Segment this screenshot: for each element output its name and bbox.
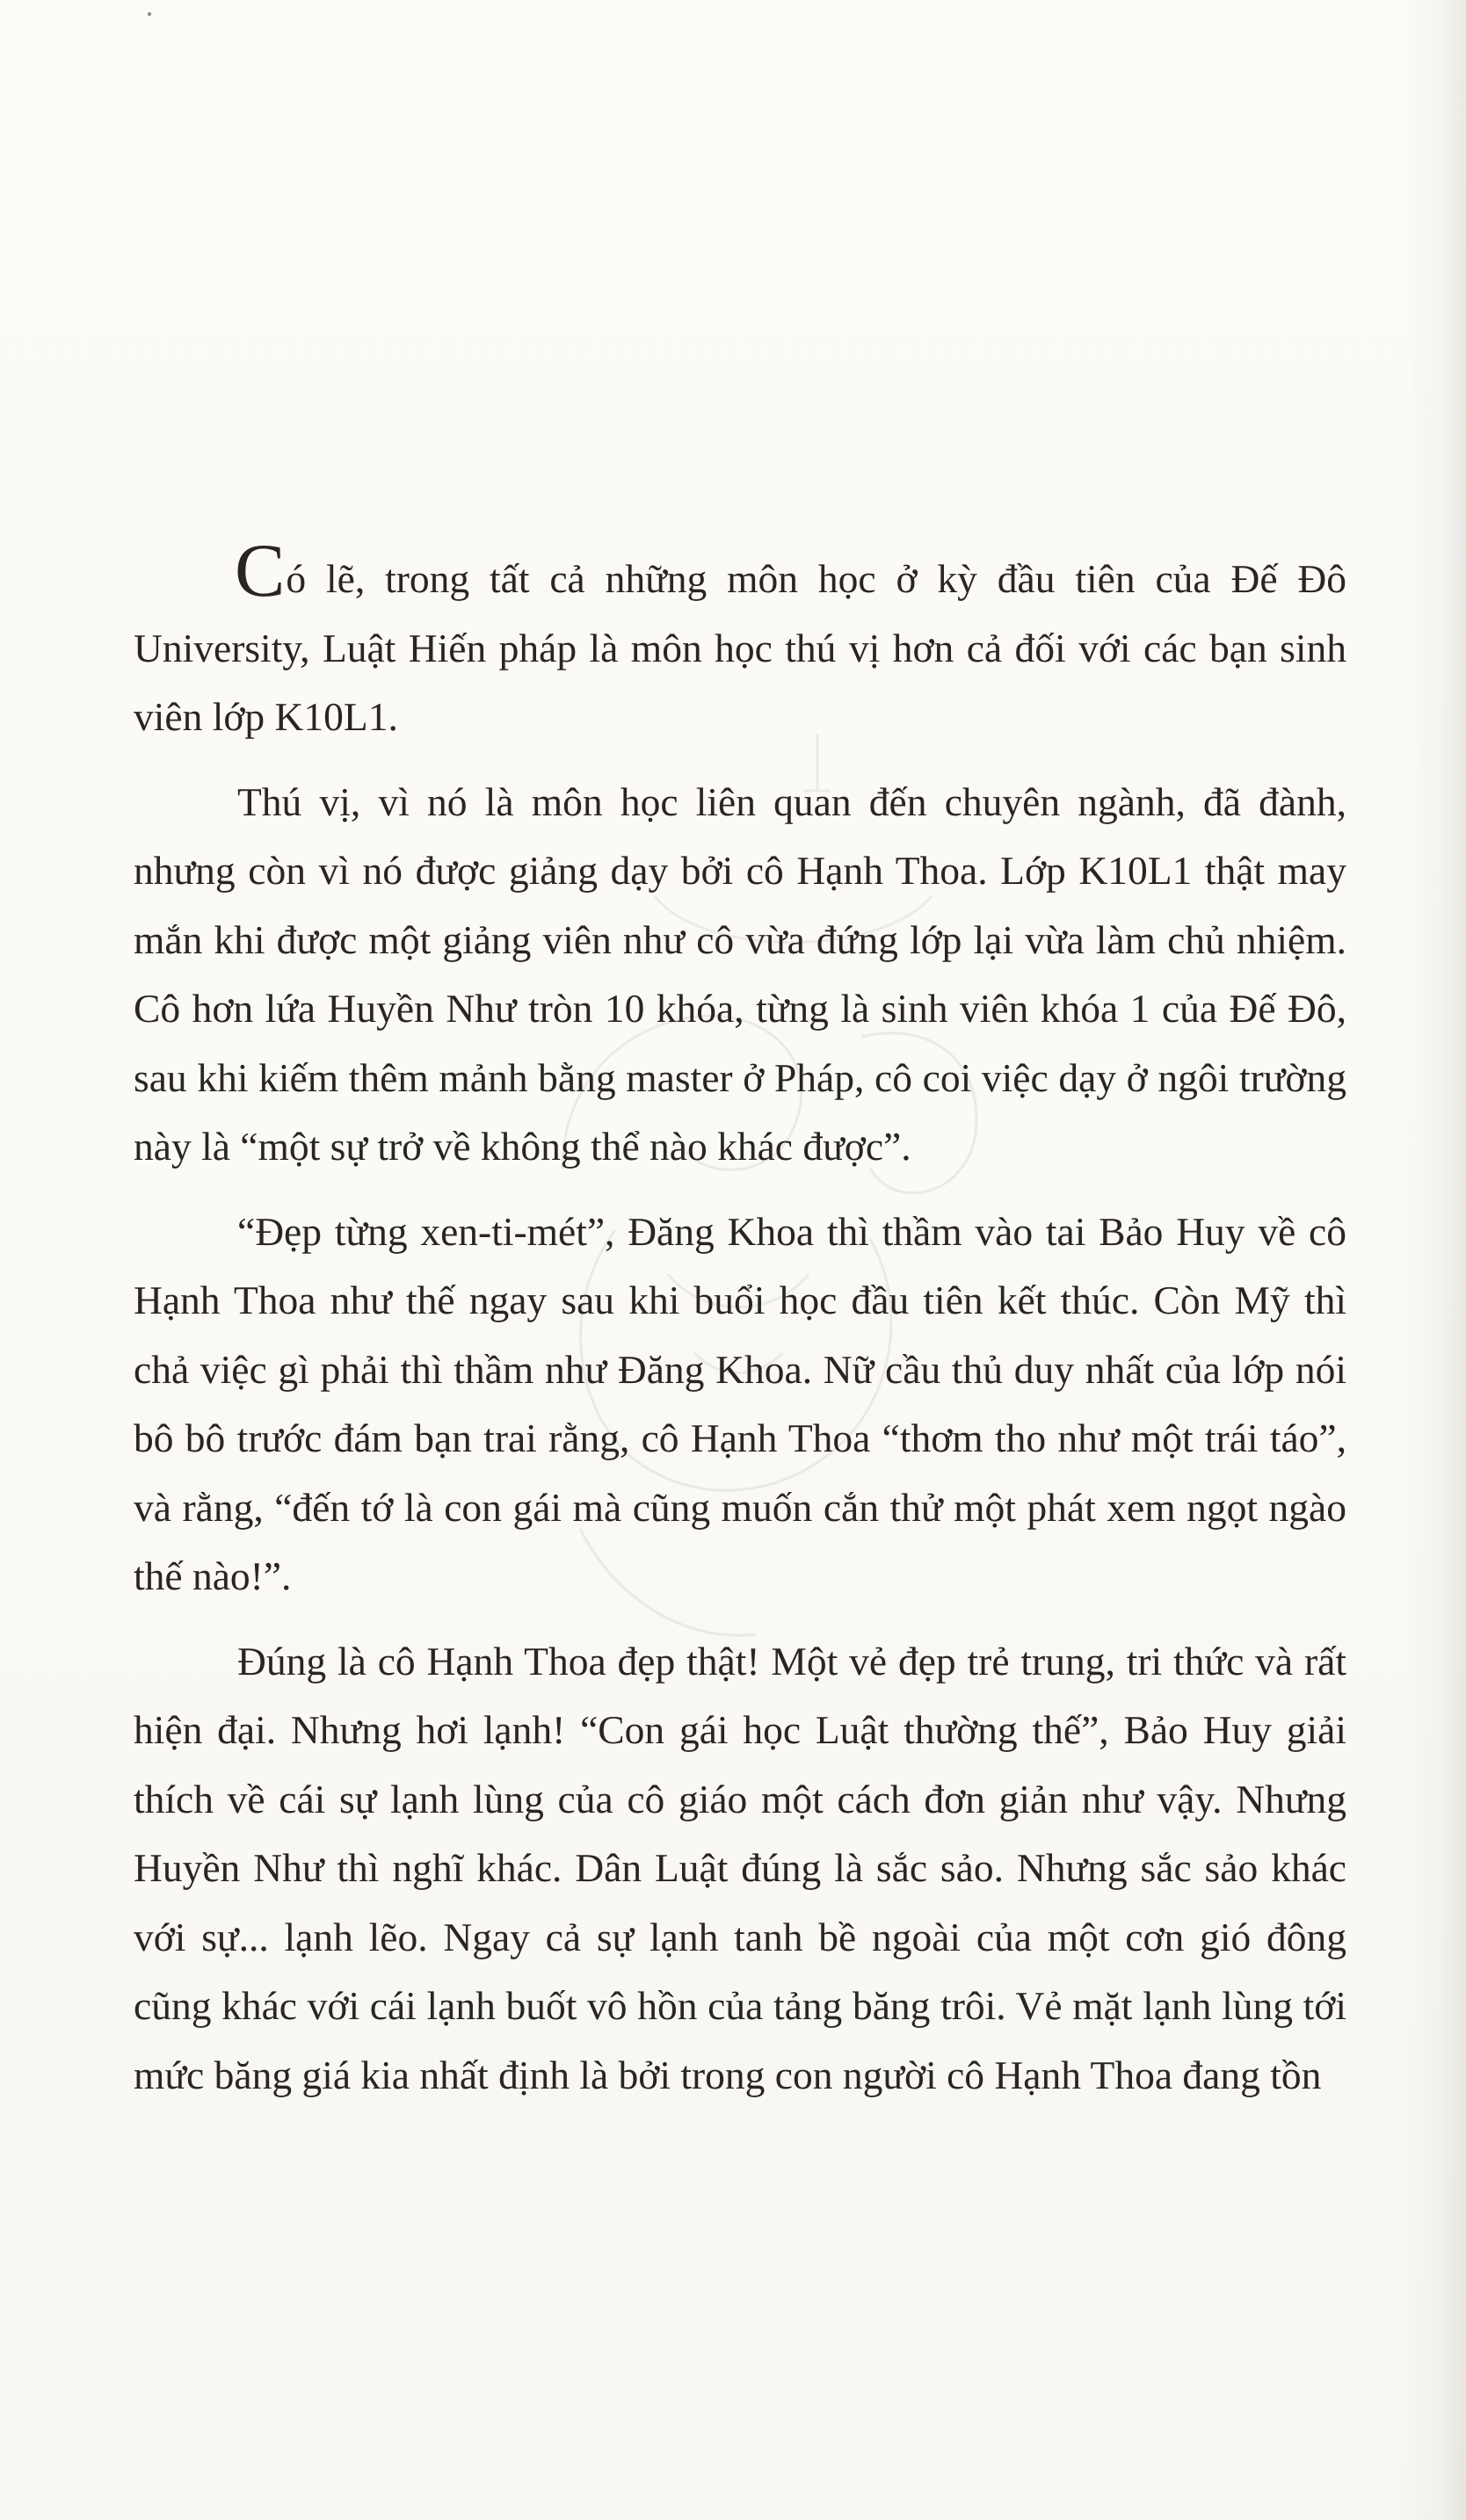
paragraph-2: Thú vị, vì nó là môn học liên quan đến chuyên ngành, đã đành, nhưng còn vì nó được giảng dạy bởi cô Hạnh Thoa. Lớp K10L1 thật may mắn khi được một giảng viên như cô vừa đứng lớp lại vừa làm chủ nhiệm. Cô hơn lứa Huyền Như tròn 10 khóa, từng là sinh viên khóa 1 của Đế Đô, sau khi kiếm thêm mảnh bằng master ở Pháp, cô coi việc dạy ở ngôi trường này là “một sự trở về không thể nào khác được”. [134,778,1346,1169]
paper-speck [148,12,151,16]
paragraph-4: Đúng là cô Hạnh Thoa đẹp thật! Một vẻ đẹp trẻ trung, tri thức và rất hiện đại. Nhưng hơi lạnh! “Con gái học Luật thường thế”, Bảo Huy giải thích về cái sự lạnh lùng của cô giáo một cách đơn giản như vậy. Nhưng Huyền Như thì nghĩ khác. Dân Luật đúng là sắc sảo. Nhưng sắc sảo khác với sự... lạnh lẽo. Ngay cả sự lạnh tanh bề ngoài của một cơn gió đông cũng khác với cái lạnh buốt vô hồn của tảng băng trôi. Vẻ mặt lạnh lùng tới mức băng giá kia nhất định là bởi trong con người cô Hạnh Thoa đang tồn [134,1638,1346,2097]
body-text [134,528,1346,2125]
paragraph-1-text: ó lẽ, trong tất cả những môn học ở kỳ đầu tiên của Đế Đô University, Luật Hiến pháp là môn học thú vị hơn cả đối với các bạn sinh viên lớp K10L1. [134,556,1346,739]
drop-cap: C [235,528,286,612]
paragraph-3: “Đẹp từng xen-ti-mét”, Đăng Khoa thì thầm vào tai Bảo Huy về cô Hạnh Thoa như thế ngay sau khi buổi học đầu tiên kết thúc. Còn Mỹ thì chả việc gì phải thì thầm như Đăng Khoa. Nữ cầu thủ duy nhất của lớp nói bô bô trước đám bạn trai rằng, cô Hạnh Thoa “thơm tho như một trái táo”, và rằng, “đến tớ là con gái mà cũng muốn cắn thử một phát xem ngọt ngào thế nào!”. [134,1208,1346,1598]
paragraph-1 [134,528,1346,752]
